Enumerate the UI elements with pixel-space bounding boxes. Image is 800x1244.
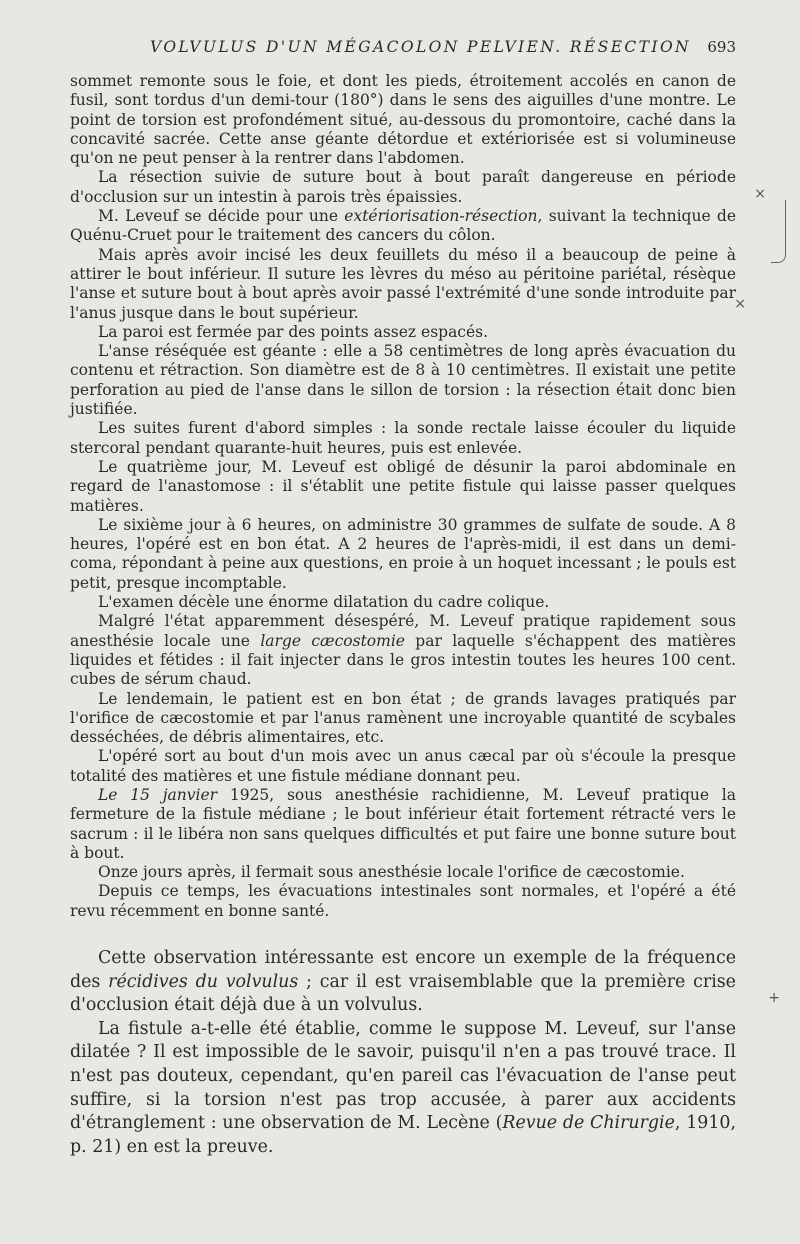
italic-text: Revue de Chirurgie bbox=[502, 1113, 675, 1134]
margin-mark: × bbox=[754, 186, 766, 202]
text-run: L'examen décèle une énorme dilatation du cadre colique. bbox=[98, 593, 550, 612]
text-run: Depuis ce temps, les évacuations intestinales sont normales, et l'opéré a été revu récemment en bonne santé. bbox=[70, 882, 736, 920]
text-run: L'opéré sort au bout d'un mois avec un anus cæcal par où s'écoule la presque totalité des matières et une fistule médiane donnant peu. bbox=[70, 747, 736, 785]
paragraph bbox=[70, 168, 736, 207]
paragraph bbox=[70, 342, 736, 419]
running-head bbox=[70, 34, 736, 62]
paragraph bbox=[70, 786, 736, 863]
text-run: sommet remonte sous le foie, et dont les pieds, étroitement accolés en canon de fusil, sont tordus d'un demi-tour (180°) dans le sens des aiguilles d'une montre. Le point de torsion est profondément situé, au-dessous du promontoire, caché dans la concavité sacrée. Cette anse géante détordue et extériorisée est si volumineuse qu'on ne peut penser à la rentrer dans l'abdomen. bbox=[70, 72, 736, 168]
margin-mark: + bbox=[768, 990, 780, 1006]
paragraph bbox=[70, 593, 736, 612]
text-run: par laquelle s'échappent des matières liquides et fétides : il fait injecter dans le gros intestin toutes les heures 100 cent. cubes de sérum chaud. bbox=[70, 631, 736, 689]
paragraph bbox=[70, 207, 736, 246]
running-title: VOLVULUS D'UN MÉGACOLON PELVIEN. RÉSECTION bbox=[150, 38, 692, 56]
text-run: Mais après avoir incisé les deux feuillets du méso il a beaucoup de peine à attirer le bout inférieur. Il suture les lèvres du méso au péritoine pariétal, résèque l'anse et suture bout à bout après avoir passé l'extrémité d'une sonde introduite par l'anus jusque dans le bout supérieur. bbox=[70, 245, 736, 322]
italic-text: récidives du volvulus bbox=[108, 971, 299, 992]
margin-bracket bbox=[771, 200, 786, 263]
text-run: , 1910, p. 21) en est la preuve. bbox=[70, 1113, 736, 1157]
margin-mark: × bbox=[734, 296, 746, 312]
italic-text: large cæcostomie bbox=[260, 631, 405, 650]
paragraph bbox=[70, 690, 736, 748]
paragraph bbox=[70, 246, 736, 323]
text-run: , suivant la technique de Quénu-Cruet pour le traitement des cancers du côlon. bbox=[70, 207, 736, 245]
paragraph bbox=[70, 612, 736, 689]
text-run: Le sixième jour à 6 heures, on administre 30 grammes de sulfate de soude. A 8 heures, l'opéré est en bon état. A 2 heures de l'après-midi, il est dans un demi-coma, répondant à peine aux questions, en proie à un hoquet incessant ; le pouls est petit, presque incomptable. bbox=[70, 515, 736, 592]
text-run: La fistule a-t-elle été établie, comme le suppose M. Leveuf, sur l'anse dilatée ? Il est impossible de le savoir, puisqu'il n'en a pas trouvé trace. Il n'est pas douteux, cependant, qu'en pareil cas l'évacuation de l'anse peut suffire, si la torsion n'est pas trop accusée, à parer aux accidents d'étranglement : une observation de M. Lecène ( bbox=[70, 1018, 736, 1134]
text-run: La paroi est fermée par des points assez espacés. bbox=[98, 322, 489, 341]
paragraph bbox=[70, 863, 736, 882]
text-run: ; car il est vraisemblable que la première crise d'occlusion était déjà due à un volvulus. bbox=[70, 971, 736, 1016]
paragraph bbox=[70, 516, 736, 593]
paragraph bbox=[70, 747, 736, 786]
page-number: 693 bbox=[707, 38, 736, 56]
text-run: 1925, sous anesthésie rachidienne, M. Leveuf pratique la fermeture de la fistule médiane ; le bout inférieur était fortement rétracté vers le sacrum : il le libéra non sans quelques difficultés et put faire une bonne suture bout à bout. bbox=[70, 785, 736, 862]
commentary-text bbox=[70, 947, 736, 1159]
text-run: Onze jours après, il fermait sous anesthésie locale l'orifice de cæcostomie. bbox=[98, 863, 685, 882]
text-run: Le lendemain, le patient est en bon état ; de grands lavages pratiqués par l'orifice de cæcostomie et par l'anus ramènent une incroyable quantité de scybales desséchées, de débris alimentaires, etc. bbox=[70, 689, 736, 747]
paragraph bbox=[70, 882, 736, 921]
paragraph bbox=[70, 947, 736, 1018]
text-run: L'anse réséquée est géante : elle a 58 centimètres de long après évacuation du contenu et rétraction. Son diamètre est de 8 à 10 centimètres. Il existait une petite perforation au pied de l'anse dans le sillon de torsion : la résection était donc bien justifiée. bbox=[70, 342, 736, 419]
paragraph bbox=[70, 458, 736, 516]
paragraph bbox=[70, 323, 736, 342]
italic-text: Le 15 janvier bbox=[98, 785, 218, 804]
paragraph bbox=[70, 72, 736, 168]
text-run: Les suites furent d'abord simples : la sonde rectale laisse écouler du liquide stercoral pendant quarante-huit heures, puis est enlevée. bbox=[70, 419, 736, 457]
text-run: M. Leveuf se décide pour une bbox=[98, 207, 345, 226]
text-run: La résection suivie de suture bout à bout paraît dangereuse en période d'occlusion sur un intestin à parois très épaissies. bbox=[70, 168, 736, 206]
paragraph bbox=[70, 419, 736, 458]
text-run: Malgré l'état apparemment désespéré, M. Leveuf pratique rapidement sous anesthésie locale une bbox=[70, 612, 736, 650]
observation-text bbox=[70, 72, 736, 921]
text-run: Cette observation intéressante est encore un exemple de la fréquence des bbox=[70, 948, 736, 992]
paragraph bbox=[70, 1018, 736, 1160]
italic-text: extériorisation-résection bbox=[344, 207, 538, 226]
text-run: Le quatrième jour, M. Leveuf est obligé de désunir la paroi abdominale en regard de l'anastomose : il s'établit une petite fistule qui laisse passer quelques matières. bbox=[70, 457, 736, 515]
